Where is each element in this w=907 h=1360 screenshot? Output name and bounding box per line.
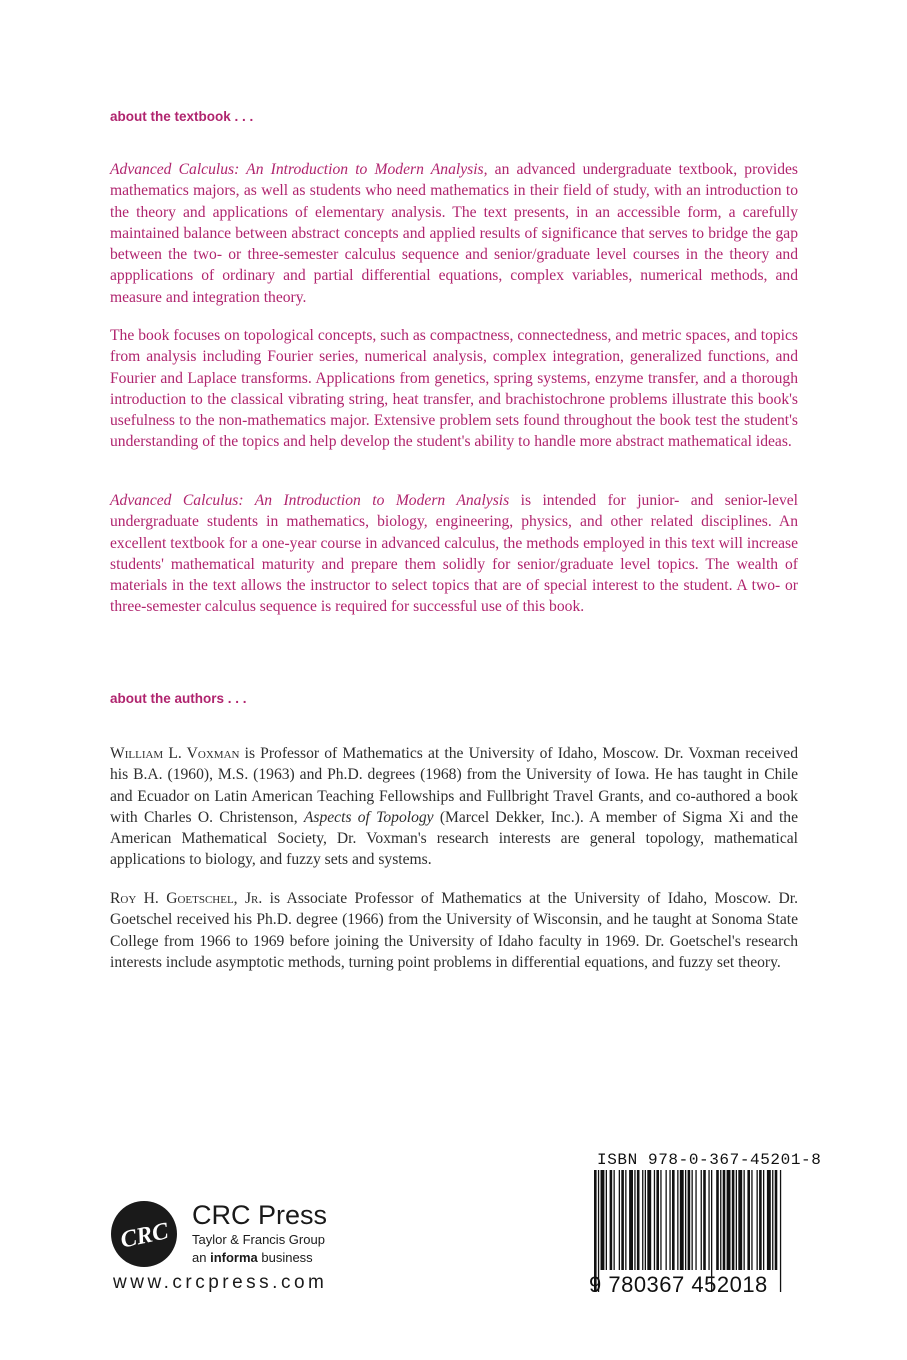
book-title: Advanced Calculus: An Introduction to Modern Analysis [110, 492, 510, 509]
barcode-bar [747, 1170, 750, 1270]
barcode-bar [647, 1170, 651, 1270]
barcode-bar [744, 1170, 745, 1270]
about-authors-heading: about the authors . . . [110, 691, 247, 706]
publisher-website: www.crcpress.com [113, 1272, 328, 1293]
tagline-prefix: an [192, 1250, 211, 1265]
barcode-bar [610, 1170, 613, 1270]
barcode-bar [692, 1170, 693, 1270]
author-name: Roy H. Goetschel, Jr. [110, 890, 263, 907]
barcode-bar [763, 1170, 764, 1270]
barcode-bar [767, 1170, 771, 1270]
barcode-bar [614, 1170, 615, 1270]
barcode-bar [625, 1170, 626, 1270]
paragraph-text: is intended for junior- and senior-level undergraduate students in mathematics, biology, engineering, physics, and other related disciplines. An excellent textbook for a one-year course in advanced calculus, the methods employed in this text will increase students' mathematical maturity and prepare them solidly for senior/graduate level topics. The wealth of materials in the text allows the instructor to select topics that are of special interest to the student. A two- or three-semester calculus sequence is required for successful use of this book. [110, 492, 798, 616]
barcode-bar [701, 1170, 702, 1270]
barcode-bar [619, 1170, 620, 1270]
barcode-bar [695, 1170, 696, 1270]
barcode-bar [720, 1170, 721, 1270]
barcode-bar [738, 1170, 742, 1270]
barcode-bar [634, 1170, 635, 1270]
barcode-bar [703, 1170, 706, 1270]
textbook-paragraph-1 [110, 159, 798, 308]
barcode-bar [708, 1170, 709, 1270]
publisher-brand [192, 1199, 327, 1267]
barcode-bar [606, 1170, 607, 1270]
publisher-group: Taylor & Francis Group [192, 1232, 325, 1247]
barcode-bar [601, 1170, 605, 1270]
barcode-bar [716, 1170, 719, 1270]
book-title: Aspects of Topology [303, 808, 434, 826]
barcode-bar [660, 1170, 661, 1270]
about-textbook-heading: about the textbook . . . [110, 109, 254, 124]
barcode-bar [727, 1170, 731, 1270]
tagline-bold: informa [210, 1250, 258, 1265]
barcode-bar [637, 1170, 640, 1270]
publisher-tagline [192, 1249, 327, 1267]
barcode-bar [751, 1170, 752, 1270]
barcode-bar [680, 1170, 684, 1270]
barcode-bar [732, 1170, 735, 1270]
author-name: William L. Voxman [110, 745, 240, 762]
barcode-bar [685, 1170, 686, 1270]
barcode-bar [672, 1170, 675, 1270]
logo-text: CRC [118, 1218, 171, 1254]
barcode-bar [656, 1170, 659, 1270]
book-title: Advanced Calculus: An Introduction to Modern Analysis, [110, 161, 488, 178]
barcode-bar [642, 1170, 643, 1270]
barcode-bar [688, 1170, 691, 1270]
barcode-bar [757, 1170, 758, 1270]
barcode-bar [645, 1170, 646, 1270]
textbook-paragraph-2: The book focuses on topological concepts, such as compactness, connectedness, and metric spaces, and topics from analysis including Fourier series, numerical analysis, complex integration, generalized functions, and Fourier and Laplace transforms. Applications from genetics, spring systems, enzyme transfer, and a thorough introduction to the classical vibrating string, heat transfer, and brachistochrone problems illustrate this book's usefulness to the non-mathematics major. Extensive problem sets found throughout the book test the student's understanding of the topics and help develop the student's ability to handle more abstract mathematical ideas. [110, 327, 798, 451]
textbook-paragraph-3 [110, 490, 798, 618]
author-bio-goetschel [110, 888, 798, 973]
barcode-bar [759, 1170, 762, 1270]
bio-text: is Professor of Mathematics at the University of Idaho, Moscow. Dr. Voxman received his B.A. (1960), M.S. (1963) and Ph.D. degrees (1968) from the University of Iowa. He has taught in Chile and Ecuador on Latin American Teaching Fellowships and Fullbright Travel Grants, and co-authored a book with Charles O. Christenson, [110, 745, 798, 826]
author-bio-voxman [110, 743, 798, 871]
barcode-bar [629, 1170, 633, 1270]
barcode-bar [669, 1170, 670, 1270]
barcode-bar [666, 1170, 667, 1270]
barcode-bar [772, 1170, 773, 1270]
isbn-label: ISBN 978-0-367-45201-8 [597, 1151, 822, 1169]
bio-text: is Associate Professor of Mathematics at the University of Idaho, Moscow. Dr. Goetschel received his Ph.D. degree (1966) from the University of Wisconsin, and he taught at Sonoma State College from 1966 to 1969 before joining the University of Idaho faculty in 1969. Dr. Goetschel's research interests include asymptotic methods, turning point problems in differential equations, and fuzzy set theory. [110, 890, 798, 971]
bio-text: (Marcel Dekker, Inc.). A member of Sigma Xi and the American Mathematical Society, Dr. Voxman's research interests are general topology, mathematical applications to biology, and fuzzy sets and systems. [110, 808, 799, 869]
publisher-name: CRC Press [192, 1200, 328, 1230]
barcode-digits: 9 780367 452018 [589, 1272, 768, 1297]
barcode-bar [723, 1170, 726, 1270]
crc-logo-icon [111, 1201, 177, 1267]
barcode-bar [677, 1170, 678, 1270]
barcode-bar [654, 1170, 655, 1270]
barcode-bar [736, 1170, 737, 1270]
tagline-suffix: business [257, 1250, 313, 1265]
barcode-bar [621, 1170, 624, 1270]
barcode-bar [780, 1170, 781, 1292]
barcode-bar [775, 1170, 778, 1270]
paragraph-text: an advanced undergraduate textbook, provides mathematics majors, as well as students who need mathematics in their field of study, with an introduction to the theory and applications of elementary analysis. The text presents, in an accessible form, a carefully maintained balance between abstract concepts and applied results of significance that serves to bridge the gap between the two- or three-semester calculus sequence and senior/graduate level courses in the theory and appplications of ordinary and partial differential equations, complex variables, numerical methods, and measure and integration theory. [110, 161, 798, 306]
